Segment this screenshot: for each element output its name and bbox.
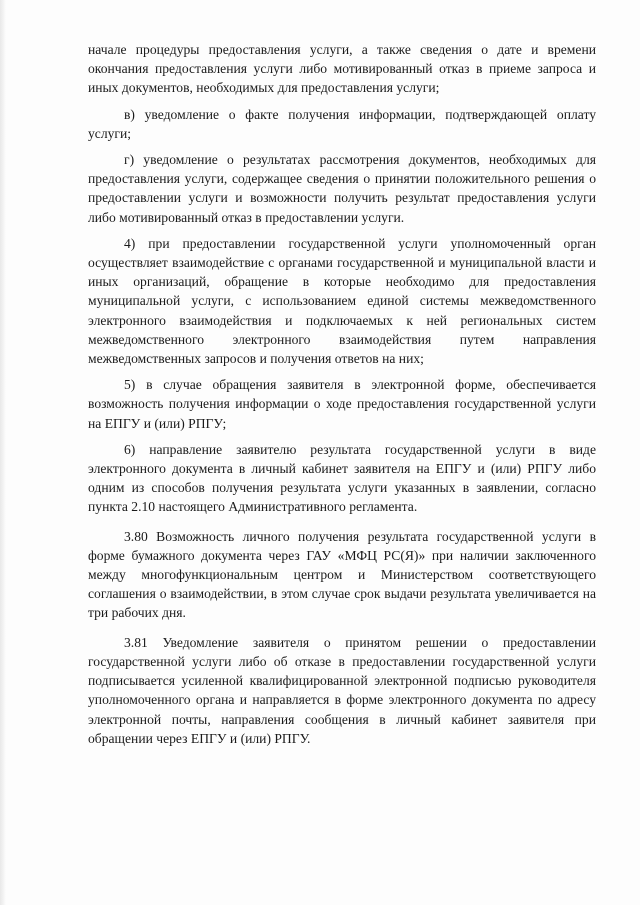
paragraph-item-v: в) уведомление о факте получения информации, подтверждающей оплату услуги; [88, 106, 596, 141]
paragraph-clause-3-80: 3.80 Возможность личного получения результата государственной услуги в форме бумажного документа через ГАУ «МФЦ РС(Я)» при наличии заключенного между многофункциональным центром и Министерством соответствующего соглашения о взаимодействии, в этом случае срок выдачи результата увеличивается на три рабочих дня. [88, 528, 596, 621]
paragraph-item-6: 6) направление заявителю результата государственной услуги в виде электронного документа в личный кабинет заявителя на ЕПГУ и (или) РПГУ либо одним из способов получения результата услуги указанных в заявлении, согласно пункта 2.10 настоящего Административного регламента. [88, 441, 596, 515]
paragraph-clause-3-81: 3.81 Уведомление заявителя о принятом решении о предоставлении государственной услуги либо об отказе в предоставлении государственной услуги подписывается усиленной квалифицированной электронной подписью руководителя уполномоченного органа и направляется в форме электронного документа по адресу электронной почты, направления сообщения в личный кабинет заявителя при обращении через ЕПГУ и (или) РПГУ. [88, 634, 596, 746]
document-body [88, 40, 596, 748]
paragraph-item-5: 5) в случае обращения заявителя в электронной форме, обеспечивается возможность получения информации о ходе предоставления государственной услуги на ЕПГУ и (или) РПГУ; [88, 377, 596, 431]
paragraph-item-g: г) уведомление о результатах рассмотрения документов, необходимых для предоставления услуги, содержащее сведения о принятии положительного решения о предоставлении услуги и возможности получить результат предоставления услуги либо мотивированный отказ в предоставлении услуги. [88, 152, 596, 225]
paragraph-item-4: 4) при предоставлении государственной услуги уполномоченный орган осуществляет взаимодействие с органами государственной и муниципальной власти и иных организаций, обращение в которые необходимо для предоставления муниципальной услуги, с использованием единой системы межведомственного электронного взаимодействия и подключаемых к ней региональных систем межведомственного электронного взаимодействия путем направления межведомственных запросов и получения ответов на них; [88, 235, 596, 367]
paragraph-continuation: начале процедуры предоставления услуги, а также сведения о дате и времени окончания предоставления услуги либо мотивированный отказ в приеме запроса и иных документов, необходимых для предоставления услуги; [88, 42, 596, 96]
